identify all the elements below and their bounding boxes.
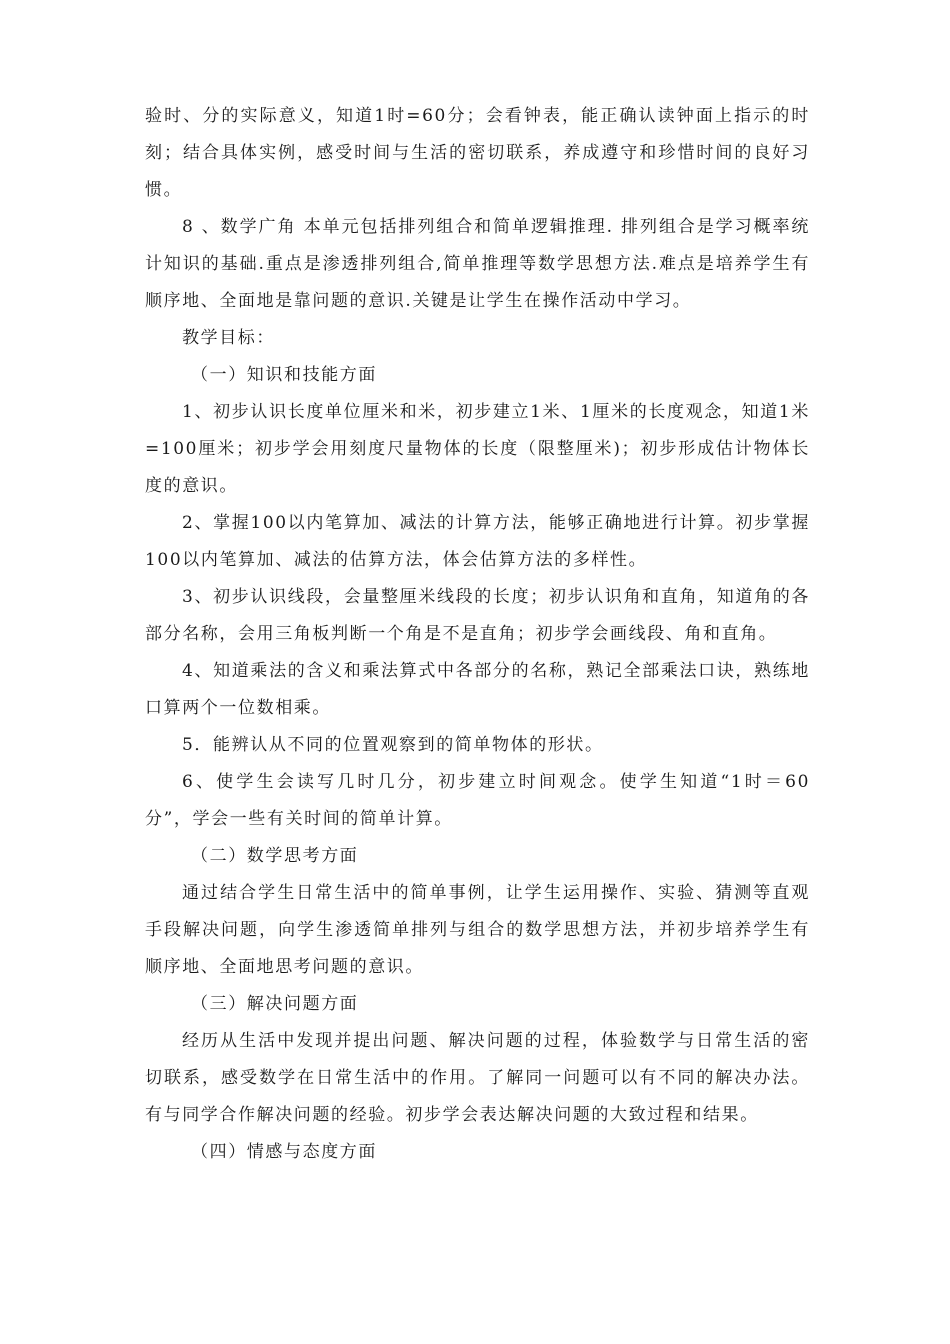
paragraph-math-corner: 8 、数学广角 本单元包括排列组合和简单逻辑推理. 排列组合是学习概率统计知识的基础.重点是渗透排列组合,简单推理等数学思想方法.难点是培养学生有顺序地、全面地是靠问题的意识.关键是让学生在操作活动中学习。 bbox=[145, 217, 810, 311]
list-item-6: 6、使学生会读写几时几分，初步建立时间观念。使学生知道“1时＝60分”，学会一些有关时间的简单计算。 bbox=[145, 772, 810, 829]
document-body bbox=[145, 98, 810, 1171]
list-item-3: 3、初步认识线段，会量整厘米线段的长度；初步认识角和直角，知道角的各部分名称，会用三角板判断一个角是不是直角；初步学会画线段、角和直角。 bbox=[145, 587, 810, 644]
list-item-1: 1、初步认识长度单位厘米和米，初步建立1米、1厘米的长度观念，知道1米=100厘米；初步学会用刻度尺量物体的长度（限整厘米)；初步形成估计物体长度的意识。 bbox=[145, 402, 810, 496]
paragraph-math-thinking: 通过结合学生日常生活中的简单事例，让学生运用操作、实验、猜测等直观手段解决问题，向学生渗透简单排列与组合的数学思想方法，并初步培养学生有顺序地、全面地思考问题的意识。 bbox=[145, 883, 810, 977]
heading-emotion-attitude: （四）情感与态度方面 bbox=[191, 1142, 377, 1162]
heading-knowledge-skills: （一）知识和技能方面 bbox=[191, 365, 377, 385]
heading-problem-solving: （三）解决问题方面 bbox=[191, 994, 359, 1014]
heading-teaching-goals: 教学目标： bbox=[182, 328, 275, 348]
list-item-2: 2、掌握100以内笔算加、减法的计算方法，能够正确地进行计算。初步掌握100以内笔算加、减法的估算方法，体会估算方法的多样性。 bbox=[145, 513, 810, 570]
list-item-4: 4、知道乘法的含义和乘法算式中各部分的名称，熟记全部乘法口诀，熟练地口算两个一位数相乘。 bbox=[145, 661, 810, 718]
paragraph-problem-solving: 经历从生活中发现并提出问题、解决问题的过程，体验数学与日常生活的密切联系，感受数学在日常生活中的作用。了解同一问题可以有不同的解决办法。有与同学合作解决问题的经验。初步学会表达解决问题的大致过程和结果。 bbox=[145, 1031, 810, 1125]
heading-math-thinking: （二）数学思考方面 bbox=[191, 846, 359, 866]
list-item-5: 5．能辨认从不同的位置观察到的简单物体的形状。 bbox=[182, 735, 604, 755]
paragraph-continuation: 验时、分的实际意义，知道1时=60分；会看钟表，能正确认读钟面上指示的时刻；结合具体实例，感受时间与生活的密切联系，养成遵守和珍惜时间的良好习惯。 bbox=[145, 106, 810, 200]
